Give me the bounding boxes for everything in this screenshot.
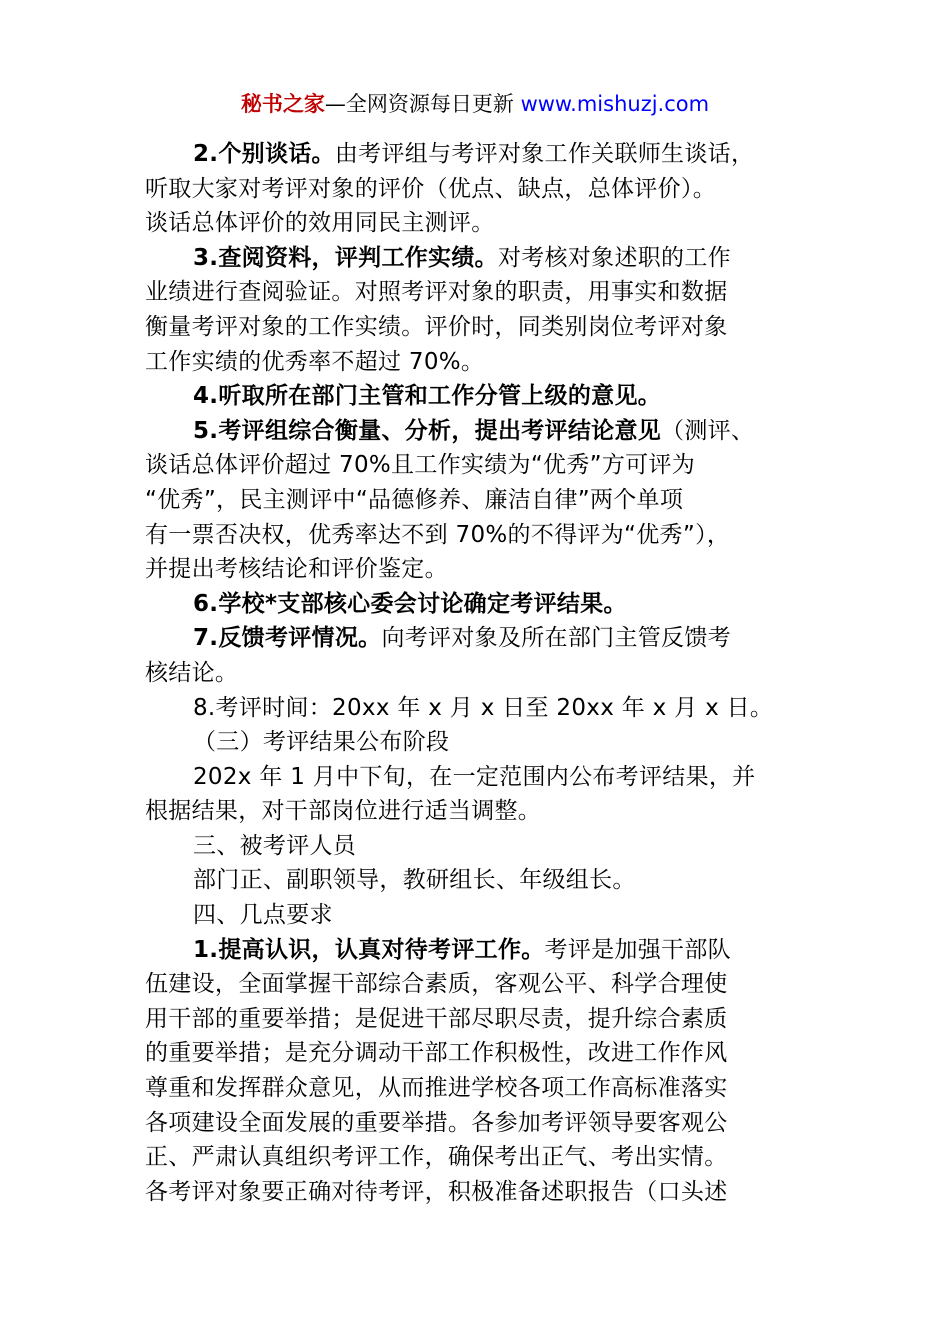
body-text: 谈话总体评价超过 70%且工作实绩为“优秀”方可评为 xyxy=(145,452,696,479)
body-text: “优秀”，民主测评中“品德修养、廉洁自律”两个单项 xyxy=(145,486,684,513)
paragraph-line xyxy=(145,725,813,760)
paragraph-line xyxy=(145,656,813,691)
body-text: 并提出考核结论和评价鉴定。 xyxy=(145,556,448,583)
paragraph-line xyxy=(145,206,813,241)
paragraph-line xyxy=(145,587,813,622)
paragraph-line xyxy=(145,345,813,380)
paragraph-line xyxy=(145,414,813,449)
paragraph-line xyxy=(145,621,813,656)
body-text: 对考核对象述职的工作 xyxy=(497,244,731,271)
paragraph-line xyxy=(145,137,813,172)
paragraph-line xyxy=(145,1002,813,1037)
bold-heading-text: 3.查阅资料，评判工作实绩。 xyxy=(193,244,498,271)
bold-heading-text: 1.提高认识，认真对待考评工作。 xyxy=(193,936,545,963)
body-text: 衡量考评对象的工作实绩。评价时，同类别岗位考评对象 xyxy=(145,313,728,340)
body-text: 三、被考评人员 xyxy=(193,832,357,859)
body-text: 由考评组与考评对象工作关联师生谈话， xyxy=(334,141,755,167)
body-text: 听取大家对考评对象的评价（优点、缺点，总体评价）。 xyxy=(145,175,716,202)
body-text: 根据结果，对干部岗位进行适当调整。 xyxy=(145,798,542,825)
document-body xyxy=(145,137,813,1209)
body-text: 各项建设全面发展的重要举措。各参加考评领导要客观公 xyxy=(145,1109,728,1136)
body-text: 正、严肃认真组织考评工作，确保考出正气、考出实情。 xyxy=(145,1144,728,1171)
site-url-link[interactable]: www.mishuzj.com xyxy=(520,92,710,116)
paragraph-line xyxy=(145,448,813,483)
body-text: （测评、 xyxy=(661,417,755,444)
bold-heading-text: 2.个别谈话。 xyxy=(193,141,335,167)
body-text: 向考评对象及所在部门主管反馈考 xyxy=(381,625,731,652)
paragraph-line xyxy=(145,518,813,553)
site-header xyxy=(0,88,950,120)
brand-name: 秘书之家 xyxy=(240,92,325,116)
body-text: 谈话总体评价的效用同民主测评。 xyxy=(145,210,495,237)
body-text: 部门正、副职领导，教研组长、年级组长。 xyxy=(193,867,636,894)
paragraph-line xyxy=(145,933,813,968)
paragraph-line xyxy=(145,898,813,933)
paragraph-line xyxy=(145,863,813,898)
paragraph-line xyxy=(145,691,813,726)
paragraph-line xyxy=(145,310,813,345)
body-text: 各考评对象要正确对待考评，积极准备述职报告（口头述 xyxy=(145,1178,728,1205)
paragraph-line xyxy=(145,1071,813,1106)
paragraph-line xyxy=(145,967,813,1002)
paragraph-line xyxy=(145,275,813,310)
body-text: 伍建设，全面掌握干部综合素质，客观公平、科学合理使 xyxy=(145,971,728,998)
paragraph-line xyxy=(145,172,813,207)
body-text: （三）考评结果公布阶段 xyxy=(193,729,450,756)
paragraph-line xyxy=(145,379,813,414)
paragraph-line xyxy=(145,1140,813,1175)
bold-heading-text: 5.考评组综合衡量、分析，提出考评结论意见 xyxy=(193,417,662,444)
paragraph-line xyxy=(145,241,813,276)
paragraph-line xyxy=(145,1106,813,1141)
bold-heading-text: 4.听取所在部门主管和工作分管上级的意见。 xyxy=(193,383,662,410)
body-text: 用干部的重要举措；是促进干部尽职尽责，提升综合素质 xyxy=(145,1005,728,1032)
paragraph-line xyxy=(145,552,813,587)
paragraph-line xyxy=(145,794,813,829)
bold-heading-text: 6.学校*支部核心委会讨论确定考评结果。 xyxy=(193,590,627,617)
bold-heading-text: 7.反馈考评情况。 xyxy=(193,625,382,652)
body-text: 的重要举措；是充分调动干部工作积极性，改进工作作风 xyxy=(145,1040,728,1067)
body-text: 202x 年 1 月中下旬，在一定范围内公布考评结果，并 xyxy=(193,763,756,790)
body-text: 8.考评时间：20xx 年 x 月 x 日至 20xx 年 x 月 x 日。 xyxy=(193,694,774,721)
paragraph-line xyxy=(145,829,813,864)
body-text: 尊重和发挥群众意见，从而推进学校各项工作高标准落实 xyxy=(145,1075,728,1102)
body-text: 考评是加强干部队 xyxy=(544,936,731,963)
paragraph-line xyxy=(145,760,813,795)
paragraph-line xyxy=(145,483,813,518)
body-text: 有一票否决权，优秀率达不到 70%的不得评为“优秀”）， xyxy=(145,521,731,548)
header-tagline: —全网资源每日更新 xyxy=(324,92,521,116)
body-text: 核结论。 xyxy=(145,659,239,686)
body-text: 工作实绩的优秀率不超过 70%。 xyxy=(145,348,485,375)
paragraph-line xyxy=(145,1036,813,1071)
body-text: 业绩进行查阅验证。对照考评对象的职责，用事实和数据 xyxy=(145,279,728,306)
paragraph-line xyxy=(145,1175,813,1210)
body-text: 四、几点要求 xyxy=(193,902,333,929)
